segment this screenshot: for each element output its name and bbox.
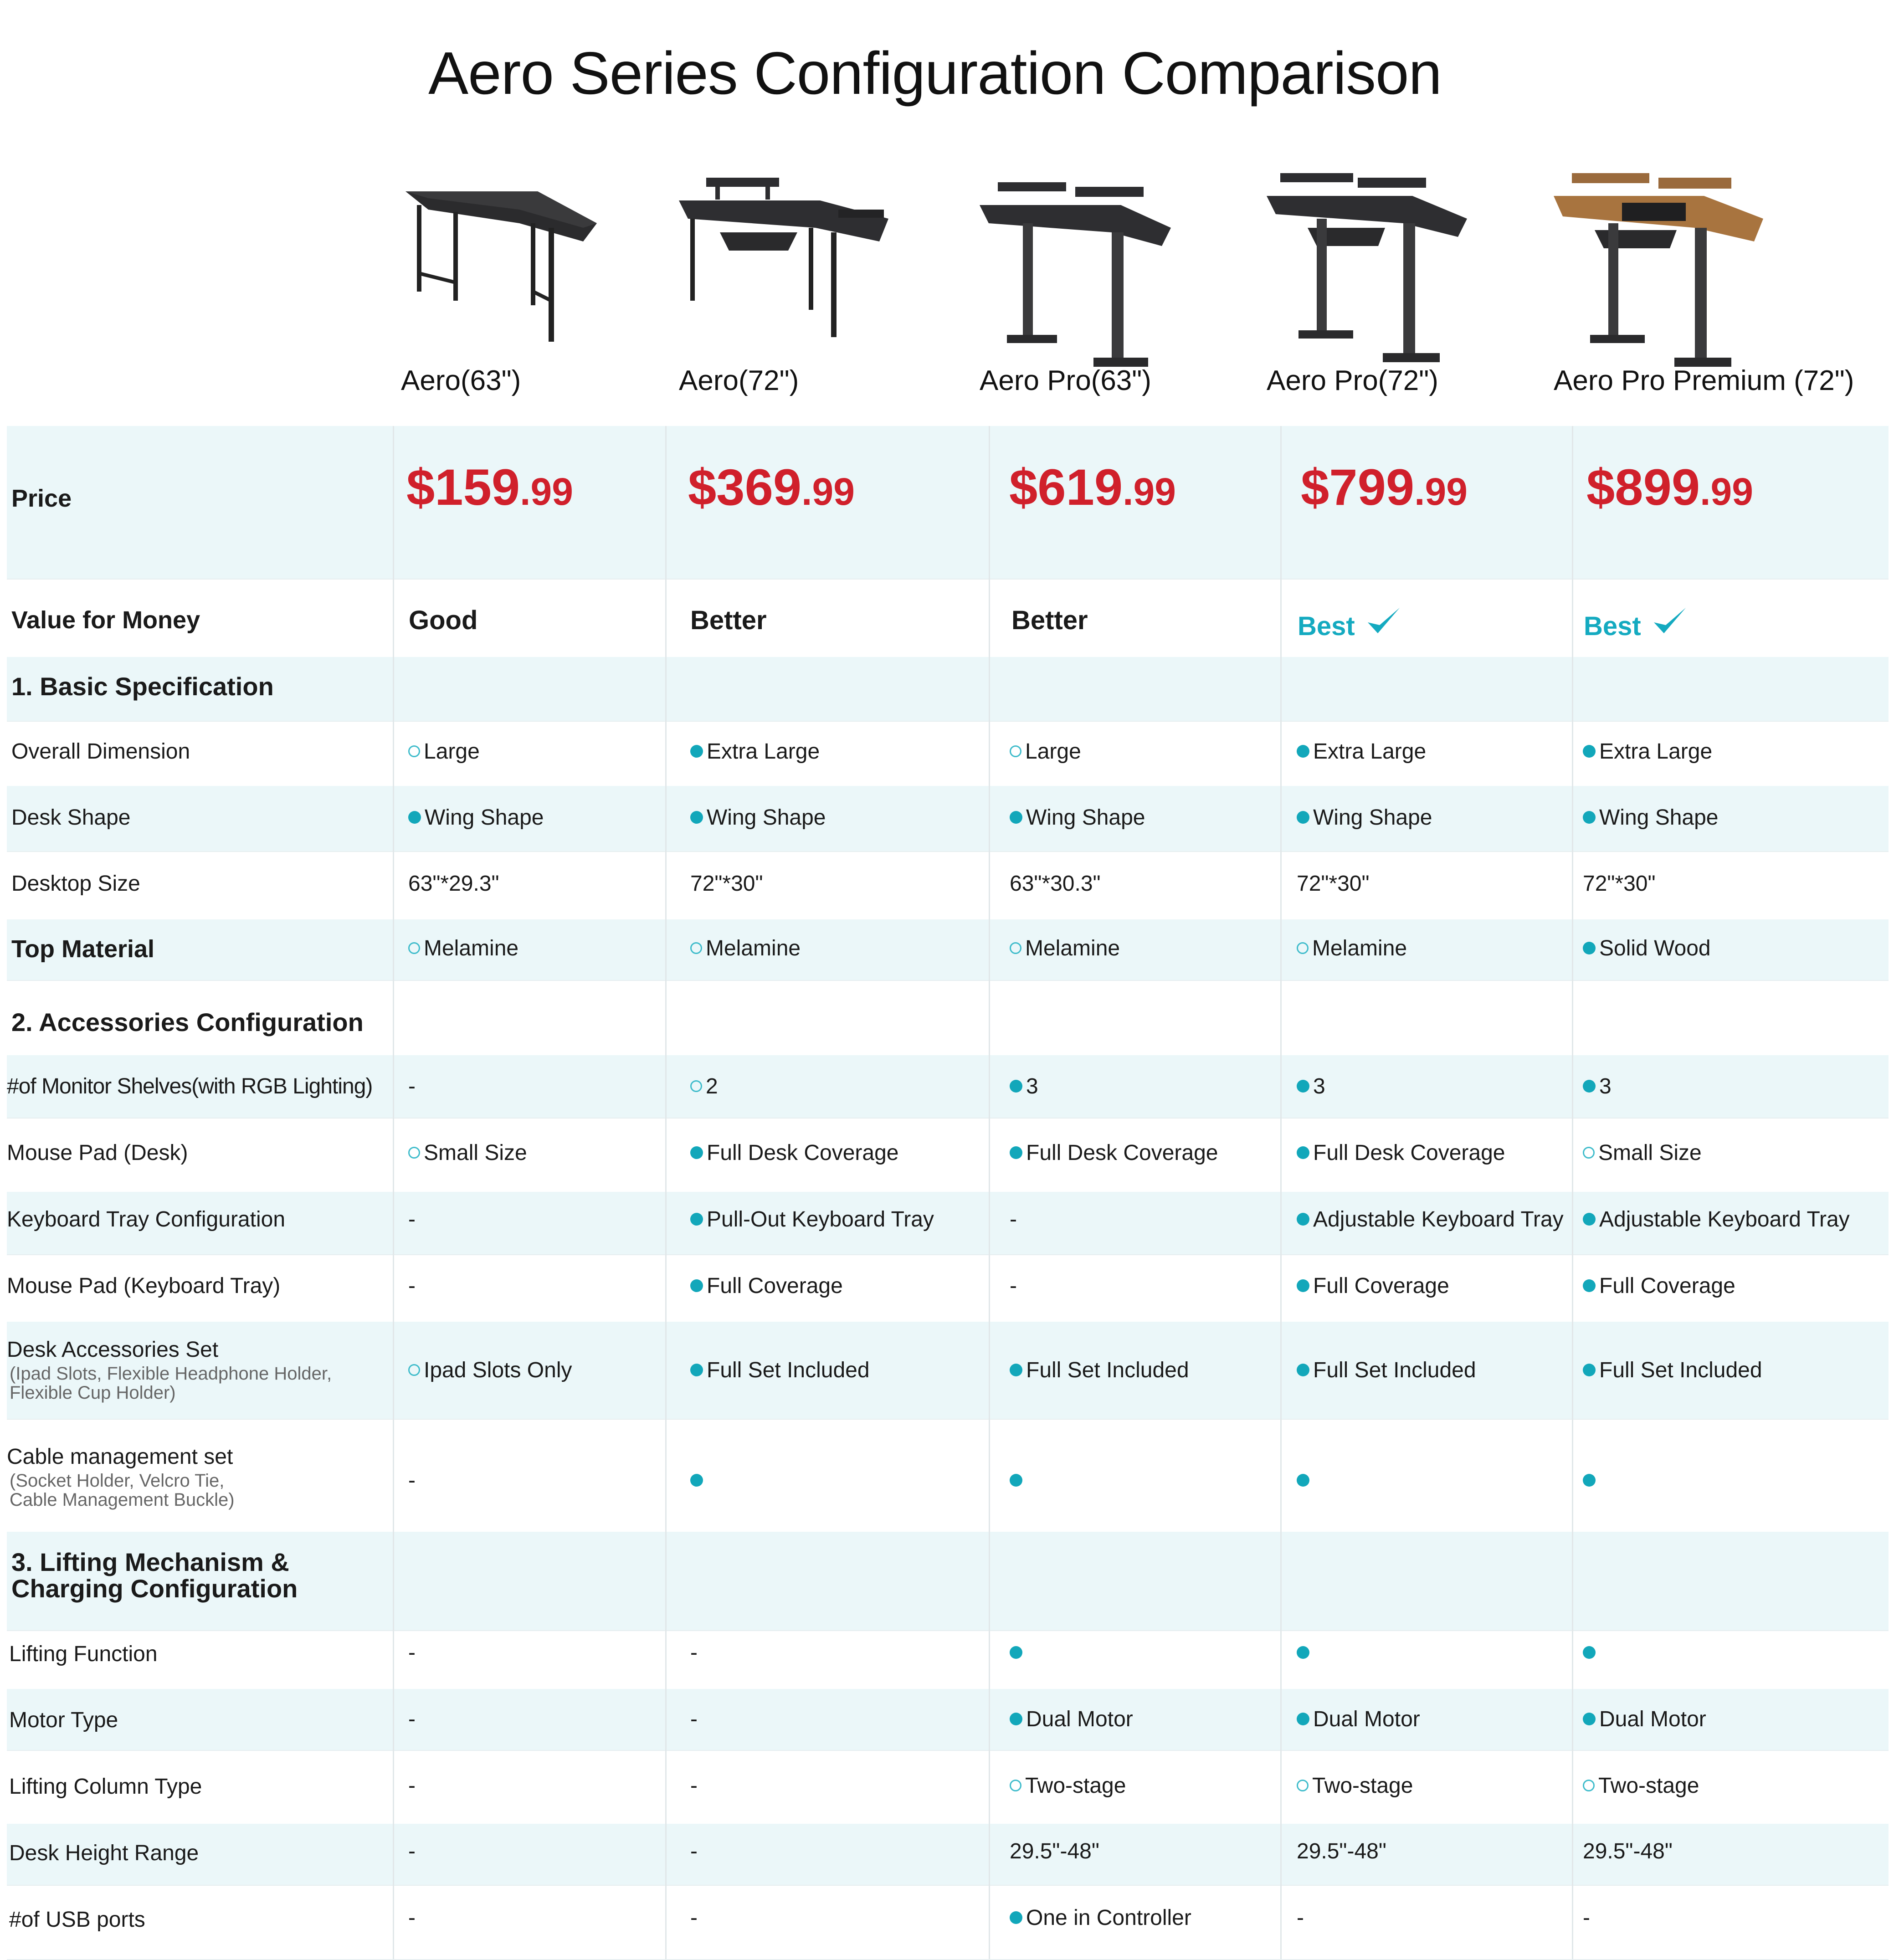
filled-circle-icon bbox=[408, 811, 421, 824]
cell-desk-shape bbox=[690, 805, 826, 830]
row-section-1 bbox=[7, 657, 1889, 722]
cell-text: - bbox=[1010, 1207, 1017, 1231]
cell-text: Small Size bbox=[424, 1141, 527, 1165]
checkmark-icon bbox=[1366, 605, 1401, 638]
cell-lifting-function bbox=[1297, 1640, 1313, 1665]
section-heading-basic: 1. Basic Specification bbox=[11, 672, 274, 701]
cell-keyboard-tray bbox=[1010, 1207, 1017, 1232]
cell-mouse-pad-tray bbox=[1010, 1273, 1017, 1298]
cell-text: - bbox=[690, 1641, 698, 1665]
cell-height-range bbox=[1297, 1839, 1386, 1864]
cell-usb-ports bbox=[1583, 1905, 1590, 1930]
cell-desktop-size bbox=[1010, 871, 1101, 896]
filled-circle-icon bbox=[690, 811, 703, 824]
cell-text: 3 bbox=[1599, 1074, 1612, 1098]
outline-circle-icon bbox=[1297, 1780, 1309, 1791]
filled-circle-icon bbox=[1583, 1213, 1596, 1226]
cell-text: Pull-Out Keyboard Tray bbox=[707, 1207, 934, 1231]
cell-cable-management bbox=[1297, 1468, 1313, 1493]
cell-lifting-function bbox=[1583, 1640, 1599, 1665]
cell-text: Extra Large bbox=[1313, 739, 1427, 764]
filled-circle-icon bbox=[690, 1279, 703, 1292]
product-name: Aero(63") bbox=[401, 365, 521, 396]
label-desktop-size: Desktop Size bbox=[11, 872, 140, 896]
cell-text: Melamine bbox=[424, 936, 519, 960]
outline-circle-icon bbox=[1010, 942, 1021, 954]
filled-circle-icon bbox=[1297, 1080, 1309, 1093]
outline-circle-icon bbox=[1583, 1147, 1595, 1159]
label-value-for-money: Value for Money bbox=[11, 606, 200, 634]
outline-circle-icon bbox=[408, 942, 420, 954]
label-mouse-pad-tray: Mouse Pad (Keyboard Tray) bbox=[7, 1274, 281, 1298]
label-desk-accessories-note-2: Flexible Cup Holder) bbox=[10, 1383, 176, 1403]
cell-keyboard-tray bbox=[690, 1207, 934, 1232]
cell-text: Two-stage bbox=[1598, 1774, 1699, 1798]
label-cable-management-note-1: (Socket Holder, Velcro Tie, bbox=[10, 1471, 225, 1491]
outline-circle-icon bbox=[690, 1080, 702, 1092]
cell-top-material bbox=[1010, 936, 1120, 961]
price-aero-pro-premium-72 bbox=[1586, 458, 1753, 517]
cell-text: - bbox=[408, 1468, 416, 1493]
filled-circle-icon bbox=[1297, 1646, 1309, 1659]
filled-circle-icon bbox=[1297, 1474, 1309, 1487]
filled-circle-icon bbox=[1010, 1646, 1022, 1659]
value-aero-pro-72 bbox=[1298, 605, 1401, 641]
cell-overall-dimension bbox=[1297, 739, 1426, 764]
label-desk-accessories-note-1: (Ipad Slots, Flexible Headphone Holder, bbox=[10, 1364, 332, 1384]
filled-circle-icon bbox=[1010, 1080, 1022, 1093]
filled-circle-icon bbox=[1583, 1646, 1596, 1659]
price-aero-pro-63 bbox=[1009, 458, 1176, 517]
column-divider bbox=[989, 426, 990, 1959]
label-monitor-shelves: #of Monitor Shelves(with RGB Lighting) bbox=[7, 1074, 373, 1098]
cell-keyboard-tray bbox=[1297, 1207, 1564, 1232]
outline-circle-icon bbox=[1010, 1780, 1021, 1791]
cell-top-material bbox=[1297, 936, 1407, 961]
cell-text: Full Coverage bbox=[1313, 1274, 1449, 1298]
cell-height-range bbox=[408, 1839, 416, 1864]
cell-text: - bbox=[408, 1774, 416, 1798]
cell-text: Adjustable Keyboard Tray bbox=[1599, 1207, 1850, 1231]
label-cable-management bbox=[7, 1444, 235, 1509]
label-keyboard-tray: Keyboard Tray Configuration bbox=[7, 1207, 286, 1231]
cell-text: Two-stage bbox=[1312, 1774, 1413, 1798]
cell-monitor-shelves bbox=[408, 1074, 416, 1099]
cell-desktop-size bbox=[1583, 871, 1656, 896]
cell-monitor-shelves bbox=[690, 1074, 718, 1099]
outline-circle-icon bbox=[1583, 1780, 1595, 1791]
row-cable-management bbox=[7, 1419, 1889, 1533]
cell-text: - bbox=[1297, 1906, 1304, 1930]
cell-usb-ports bbox=[690, 1905, 698, 1930]
value-aero-72: Better bbox=[690, 605, 767, 635]
filled-circle-icon bbox=[1297, 811, 1309, 824]
checkmark-icon bbox=[1652, 605, 1688, 638]
filled-circle-icon bbox=[1583, 1713, 1596, 1725]
cell-text: - bbox=[1010, 1274, 1017, 1298]
cell-desktop-size bbox=[690, 871, 763, 896]
desk-image-aero-pro-premium-72 bbox=[1554, 155, 1781, 369]
value-aero-63: Good bbox=[409, 605, 478, 635]
filled-circle-icon bbox=[1583, 1364, 1596, 1376]
cell-text: Adjustable Keyboard Tray bbox=[1313, 1207, 1564, 1231]
cell-desk-accessories bbox=[408, 1358, 572, 1383]
cell-overall-dimension bbox=[690, 739, 820, 764]
cell-text: Solid Wood bbox=[1599, 936, 1711, 960]
label-desk-accessories bbox=[7, 1337, 332, 1402]
cell-text: 72"*30" bbox=[1297, 872, 1370, 896]
price-main: $799 bbox=[1301, 459, 1415, 516]
cell-text: Full Coverage bbox=[1599, 1274, 1735, 1298]
cell-text: 72"*30" bbox=[1583, 872, 1656, 896]
label-cable-management-title: Cable management set bbox=[7, 1445, 233, 1469]
cell-mouse-pad-tray bbox=[1297, 1273, 1449, 1298]
cell-text: Wing Shape bbox=[1599, 806, 1719, 830]
label-desk-shape: Desk Shape bbox=[11, 806, 131, 830]
cell-text: Full Desk Coverage bbox=[1313, 1141, 1505, 1165]
filled-circle-icon bbox=[1297, 1146, 1309, 1159]
cell-lifting-function bbox=[690, 1640, 698, 1665]
cell-text: Full Set Included bbox=[1313, 1358, 1476, 1382]
cell-cable-management bbox=[690, 1468, 707, 1493]
filled-circle-icon bbox=[1583, 745, 1596, 758]
cell-text: 63"*30.3" bbox=[1010, 872, 1101, 896]
cell-motor-type bbox=[690, 1707, 698, 1732]
cell-mouse-pad-desk bbox=[690, 1140, 899, 1165]
cell-top-material bbox=[1583, 936, 1711, 961]
cell-height-range bbox=[1583, 1839, 1673, 1864]
outline-circle-icon bbox=[1297, 942, 1309, 954]
cell-keyboard-tray bbox=[408, 1207, 416, 1232]
filled-circle-icon bbox=[1010, 1474, 1022, 1487]
desk-image-aero-63 bbox=[401, 155, 629, 369]
cell-text: - bbox=[408, 1274, 416, 1298]
cell-mouse-pad-desk bbox=[408, 1140, 527, 1165]
filled-circle-icon bbox=[1583, 811, 1596, 824]
section-heading-accessories: 2. Accessories Configuration bbox=[11, 1008, 364, 1036]
cell-cable-management bbox=[1583, 1468, 1599, 1493]
cell-usb-ports bbox=[1297, 1905, 1304, 1930]
cell-text: - bbox=[690, 1839, 698, 1863]
cell-text: Full Coverage bbox=[707, 1274, 843, 1298]
cell-monitor-shelves bbox=[1583, 1074, 1612, 1099]
cell-text: Large bbox=[424, 739, 480, 764]
cell-text: Wing Shape bbox=[425, 806, 544, 830]
cell-lifting-column bbox=[1297, 1773, 1413, 1798]
price-aero-63 bbox=[406, 458, 573, 517]
cell-monitor-shelves bbox=[1010, 1074, 1038, 1099]
cell-text: Melamine bbox=[1312, 936, 1407, 960]
row-lifting-function bbox=[7, 1630, 1889, 1690]
cell-top-material bbox=[690, 936, 801, 961]
column-divider bbox=[393, 426, 394, 1959]
price-cents: .99 bbox=[1414, 470, 1468, 513]
cell-motor-type bbox=[1297, 1707, 1420, 1732]
cell-text: Dual Motor bbox=[1026, 1707, 1133, 1731]
price-aero-72 bbox=[688, 458, 855, 517]
row-usb-ports bbox=[7, 1885, 1889, 1960]
cell-text: - bbox=[408, 1906, 416, 1930]
cell-mouse-pad-tray bbox=[690, 1273, 843, 1298]
cell-text: Wing Shape bbox=[1313, 806, 1432, 830]
section-heading-lifting bbox=[11, 1549, 298, 1602]
product-name: Aero(72") bbox=[679, 365, 799, 396]
cell-text: 29.5"-48" bbox=[1583, 1839, 1673, 1863]
cell-desk-accessories bbox=[1010, 1358, 1189, 1383]
cell-mouse-pad-tray bbox=[1583, 1273, 1735, 1298]
price-cents: .99 bbox=[1123, 470, 1176, 513]
cell-overall-dimension bbox=[1010, 739, 1081, 764]
cell-mouse-pad-tray bbox=[408, 1273, 416, 1298]
filled-circle-icon bbox=[1583, 1080, 1596, 1093]
cell-text: 72"*30" bbox=[690, 872, 763, 896]
cell-text: - bbox=[408, 1207, 416, 1231]
product-name: Aero Pro(72") bbox=[1267, 365, 1438, 396]
filled-circle-icon bbox=[690, 1146, 703, 1159]
cell-mouse-pad-desk bbox=[1583, 1140, 1702, 1165]
filled-circle-icon bbox=[690, 1364, 703, 1376]
cell-text: 29.5"-48" bbox=[1297, 1839, 1386, 1863]
value-text: Best bbox=[1298, 611, 1355, 641]
filled-circle-icon bbox=[690, 745, 703, 758]
filled-circle-icon bbox=[1297, 1713, 1309, 1725]
filled-circle-icon bbox=[1010, 1713, 1022, 1725]
filled-circle-icon bbox=[690, 1474, 703, 1487]
outline-circle-icon bbox=[408, 1147, 420, 1159]
label-top-material: Top Material bbox=[11, 935, 155, 963]
cell-text: Full Set Included bbox=[1026, 1358, 1189, 1382]
cell-desk-shape bbox=[408, 805, 544, 830]
cell-text: Full Desk Coverage bbox=[1026, 1141, 1218, 1165]
cell-desktop-size bbox=[1297, 871, 1370, 896]
filled-circle-icon bbox=[1583, 1474, 1596, 1487]
label-lifting-column: Lifting Column Type bbox=[9, 1775, 202, 1799]
cell-desktop-size bbox=[408, 871, 499, 896]
cell-usb-ports bbox=[1010, 1905, 1191, 1930]
label-lifting-function: Lifting Function bbox=[9, 1642, 158, 1666]
cell-text: One in Controller bbox=[1026, 1906, 1191, 1930]
price-cents: .99 bbox=[520, 470, 573, 513]
label-mouse-pad-desk: Mouse Pad (Desk) bbox=[7, 1141, 188, 1165]
cell-text: - bbox=[408, 1839, 416, 1863]
cell-height-range bbox=[690, 1839, 698, 1864]
label-cable-management-note-2: Cable Management Buckle) bbox=[10, 1490, 235, 1510]
label-height-range: Desk Height Range bbox=[9, 1841, 199, 1865]
section-heading-lifting-line-1: 3. Lifting Mechanism & bbox=[11, 1548, 289, 1576]
filled-circle-icon bbox=[1297, 1364, 1309, 1376]
product-name: Aero Pro Premium (72") bbox=[1554, 365, 1854, 396]
cell-text: Wing Shape bbox=[707, 806, 826, 830]
cell-text: Large bbox=[1025, 739, 1081, 764]
label-price: Price bbox=[11, 485, 72, 512]
cell-motor-type bbox=[408, 1707, 416, 1732]
cell-text: - bbox=[690, 1906, 698, 1930]
page-title: Aero Series Configuration Comparison bbox=[428, 40, 1442, 107]
price-main: $619 bbox=[1009, 459, 1123, 516]
cell-text: Full Set Included bbox=[707, 1358, 870, 1382]
cell-text: - bbox=[1583, 1906, 1590, 1930]
price-main: $899 bbox=[1586, 459, 1700, 516]
desk-image-aero-pro-72 bbox=[1267, 155, 1494, 369]
cell-monitor-shelves bbox=[1297, 1074, 1325, 1099]
cell-keyboard-tray bbox=[1583, 1207, 1850, 1232]
cell-lifting-column bbox=[1010, 1773, 1126, 1798]
cell-desk-shape bbox=[1010, 805, 1145, 830]
cell-text: Extra Large bbox=[707, 739, 820, 764]
cell-text: Dual Motor bbox=[1599, 1707, 1706, 1731]
price-aero-pro-72 bbox=[1301, 458, 1468, 517]
cell-desk-accessories bbox=[1297, 1358, 1476, 1383]
outline-circle-icon bbox=[408, 745, 420, 757]
filled-circle-icon bbox=[1297, 745, 1309, 758]
cell-text: Two-stage bbox=[1025, 1774, 1126, 1798]
section-heading-lifting-line-2: Charging Configuration bbox=[11, 1574, 298, 1603]
price-main: $159 bbox=[406, 459, 520, 516]
value-aero-pro-63: Better bbox=[1011, 605, 1088, 635]
cell-text: 63"*29.3" bbox=[408, 872, 499, 896]
cell-desk-shape bbox=[1583, 805, 1719, 830]
cell-lifting-function bbox=[1010, 1640, 1026, 1665]
filled-circle-icon bbox=[1297, 1213, 1309, 1226]
cell-overall-dimension bbox=[1583, 739, 1712, 764]
cell-text: - bbox=[690, 1774, 698, 1798]
value-aero-pro-premium-72 bbox=[1584, 605, 1688, 641]
outline-circle-icon bbox=[690, 942, 702, 954]
filled-circle-icon bbox=[1010, 1146, 1022, 1159]
cell-text: Full Desk Coverage bbox=[707, 1141, 899, 1165]
outline-circle-icon bbox=[408, 1364, 420, 1376]
cell-text: 29.5"-48" bbox=[1010, 1839, 1099, 1863]
cell-text: 3 bbox=[1313, 1074, 1325, 1098]
cell-motor-type bbox=[1010, 1707, 1133, 1732]
cell-mouse-pad-desk bbox=[1297, 1140, 1505, 1165]
cell-text: Melamine bbox=[706, 936, 801, 960]
cell-lifting-column bbox=[690, 1773, 698, 1798]
outline-circle-icon bbox=[1010, 745, 1021, 757]
cell-motor-type bbox=[1583, 1707, 1706, 1732]
column-divider bbox=[665, 426, 667, 1959]
label-usb-ports: #of USB ports bbox=[9, 1908, 145, 1932]
filled-circle-icon bbox=[1010, 811, 1022, 824]
filled-circle-icon bbox=[1010, 1911, 1022, 1924]
product-name: Aero Pro(63") bbox=[980, 365, 1151, 396]
cell-text: Extra Large bbox=[1599, 739, 1713, 764]
column-divider bbox=[1572, 426, 1573, 1959]
cell-desk-accessories bbox=[690, 1358, 870, 1383]
cell-text: - bbox=[408, 1641, 416, 1665]
cell-height-range bbox=[1010, 1839, 1099, 1864]
cell-overall-dimension bbox=[408, 739, 480, 764]
cell-text: Dual Motor bbox=[1313, 1707, 1420, 1731]
cell-desk-shape bbox=[1297, 805, 1432, 830]
desk-image-aero-72 bbox=[679, 155, 907, 369]
cell-top-material bbox=[408, 936, 518, 961]
cell-text: - bbox=[690, 1707, 698, 1731]
filled-circle-icon bbox=[1010, 1364, 1022, 1376]
cell-mouse-pad-desk bbox=[1010, 1140, 1218, 1165]
cell-text: Full Set Included bbox=[1599, 1358, 1762, 1382]
cell-text: - bbox=[408, 1707, 416, 1731]
price-main: $369 bbox=[688, 459, 802, 516]
filled-circle-icon bbox=[1583, 1279, 1596, 1292]
price-cents: .99 bbox=[801, 470, 855, 513]
filled-circle-icon bbox=[1583, 942, 1596, 954]
cell-lifting-column bbox=[1583, 1773, 1699, 1798]
cell-text: Small Size bbox=[1598, 1141, 1702, 1165]
cell-text: Melamine bbox=[1025, 936, 1120, 960]
cell-lifting-function bbox=[408, 1640, 416, 1665]
cell-text: 2 bbox=[706, 1074, 718, 1098]
desk-image-aero-pro-63 bbox=[980, 155, 1207, 369]
cell-lifting-column bbox=[408, 1773, 416, 1798]
label-overall-dimension: Overall Dimension bbox=[11, 739, 190, 764]
cell-text: Ipad Slots Only bbox=[424, 1358, 572, 1382]
cell-desk-accessories bbox=[1583, 1358, 1762, 1383]
cell-text: Wing Shape bbox=[1026, 806, 1145, 830]
cell-usb-ports bbox=[408, 1905, 416, 1930]
cell-text: - bbox=[408, 1074, 416, 1098]
price-cents: .99 bbox=[1700, 470, 1753, 513]
cell-cable-management bbox=[408, 1468, 416, 1493]
column-divider bbox=[1280, 426, 1282, 1959]
cell-cable-management bbox=[1010, 1468, 1026, 1493]
label-desk-accessories-title: Desk Accessories Set bbox=[7, 1338, 219, 1362]
filled-circle-icon bbox=[1297, 1279, 1309, 1292]
filled-circle-icon bbox=[690, 1213, 703, 1226]
label-motor-type: Motor Type bbox=[9, 1708, 118, 1732]
cell-text: 3 bbox=[1026, 1074, 1038, 1098]
value-text: Best bbox=[1584, 611, 1641, 641]
